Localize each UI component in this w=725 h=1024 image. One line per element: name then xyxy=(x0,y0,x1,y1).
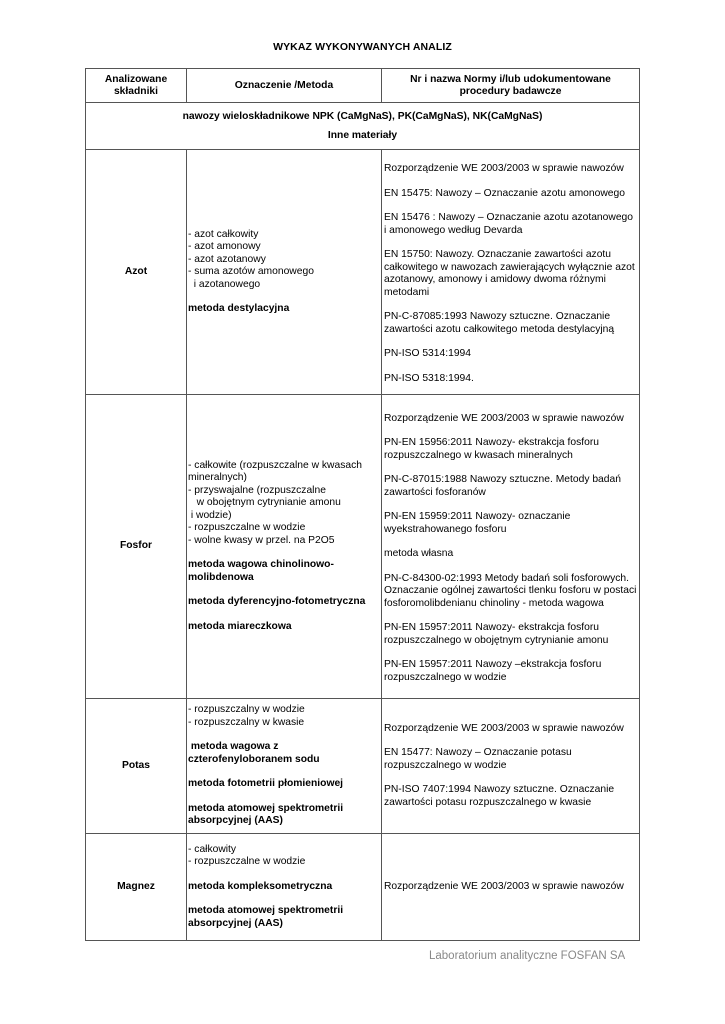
norm-entry: PN-EN 15959:2011 Nawozy- oznaczanie wyekstrahowanego fosforu xyxy=(384,511,571,535)
norm-entry: PN-C-87085:1993 Nawozy sztuczne. Oznaczanie zawartości azotu całkowitego metoda destylacyjną xyxy=(384,311,615,335)
method-cell xyxy=(187,699,382,834)
determination-item: - rozpuszczalne w wodzie xyxy=(188,856,306,868)
category-row xyxy=(86,103,640,150)
determination-item: - rozpuszczalny w kwasie xyxy=(188,716,305,728)
method-name: metoda atomowej spektrometrii absorpcyjnej (AAS) xyxy=(188,802,346,827)
norm-entry: PN-EN 15956:2011 Nawozy- ekstrakcja fosforu rozpuszczalnego w kwasach mineralnych xyxy=(384,437,599,461)
determination-item: - azot azotanowy xyxy=(188,253,266,265)
table-row xyxy=(86,150,640,395)
method-name: metoda fotometrii płomieniowej xyxy=(188,778,344,790)
norm-entry: Rozporządzenie WE 2003/2003 w sprawie nawozów xyxy=(384,880,624,892)
norm-entry: PN-EN 15957:2011 Nawozy –ekstrakcja fosforu rozpuszczalnego w wodzie xyxy=(384,659,602,683)
determination-item: - wolne kwasy w przel. na P2O5 xyxy=(188,534,335,546)
norm-entry: EN 15476 : Nawozy – Oznaczanie azotu azotanowego i amonowego według Devarda xyxy=(384,212,633,236)
determination-item: - przyswajalne (rozpuszczalne xyxy=(188,484,326,496)
document-title: WYKAZ WYKONYWANYCH ANALIZ xyxy=(273,41,452,53)
method-spacer xyxy=(188,584,379,596)
category-cell xyxy=(86,103,640,150)
method-spacer xyxy=(188,893,379,905)
column-header-method: Oznaczenie /Metoda xyxy=(187,69,382,103)
method-name: metoda wagowa z czterofenyloboranem sodu xyxy=(188,741,320,765)
method-name: metoda dyferencyjno-fotometryczna xyxy=(188,596,366,608)
category-line-1: nawozy wieloskładnikowe NPK (CaMgNaS), PK(CaMgNaS), NK(CaMgNaS) xyxy=(182,111,543,122)
method-name: metoda atomowej spektrometrii absorpcyjnej (AAS) xyxy=(188,905,346,929)
method-spacer xyxy=(188,766,379,778)
table-header-row xyxy=(86,69,640,103)
component-name: Azot xyxy=(86,150,187,395)
norm-entry: PN-C-84300-02:1993 Metody badań soli fosforowych. Oznaczanie ogólnej zawartości tlenku fosforu w postaci fosforomolibdenianu chinoliny - metoda wagowa xyxy=(384,572,637,609)
analysis-table xyxy=(85,68,640,941)
table-row xyxy=(86,395,640,699)
method-name: metoda miareczkowa xyxy=(188,620,292,632)
determination-item: i wodzie) xyxy=(188,509,232,521)
category-line-2: Inne materiały xyxy=(327,130,398,141)
norms-cell xyxy=(382,699,640,834)
norms-cell xyxy=(382,395,640,699)
method-name: metoda destylacyjna xyxy=(188,303,290,314)
determination-item: - suma azotów amonowego xyxy=(188,266,314,277)
component-name: Fosfor xyxy=(86,395,187,699)
norm-entry: Rozporządzenie WE 2003/2003 w sprawie nawozów xyxy=(384,163,624,174)
component-name: Magnez xyxy=(86,834,187,941)
determination-item: - azot amonowy xyxy=(188,241,261,252)
norm-entry: PN-EN 15957:2011 Nawozy- ekstrakcja fosforu rozpuszczalnego w obojętnym cytrynianie amonu xyxy=(384,622,609,646)
component-name: Potas xyxy=(86,699,187,834)
norm-entry: PN-ISO 5318:1994. xyxy=(384,372,474,384)
method-spacer xyxy=(188,547,379,559)
determination-item: - rozpuszczalny w wodzie xyxy=(188,704,305,716)
footer-lab-name: Laboratorium analityczne FOSFAN SA xyxy=(429,950,626,962)
norm-entry: Rozporządzenie WE 2003/2003 w sprawie nawozów xyxy=(384,722,624,734)
norm-entry: metoda własna xyxy=(384,548,454,560)
norms-cell xyxy=(382,150,640,395)
norm-entry: Rozporządzenie WE 2003/2003 w sprawie nawozów xyxy=(384,412,624,424)
norm-entry: PN-ISO 5314:1994 xyxy=(384,348,472,359)
table-row xyxy=(86,834,640,941)
norm-entry: EN 15475: Nawozy – Oznaczanie azotu amonowego xyxy=(384,187,625,199)
norm-entry: EN 15477: Nawozy – Oznaczanie potasu rozpuszczalnego w wodzie xyxy=(384,747,572,771)
norm-entry: PN-ISO 7407:1994 Nawozy sztuczne. Oznaczanie zawartości potasu rozpuszczalnego w kwasie xyxy=(384,784,615,808)
determination-item: - całkowite (rozpuszczalne w kwasach mineralnych) xyxy=(188,459,365,484)
method-spacer xyxy=(188,609,379,621)
norm-entry: PN-C-87015:1988 Nawozy sztuczne. Metody badań zawartości fosforanów xyxy=(384,474,621,498)
method-name: metoda kompleksometryczna xyxy=(188,880,333,892)
table-row xyxy=(86,699,640,834)
column-header-components: Analizowane składniki xyxy=(86,69,187,103)
method-cell xyxy=(187,834,382,941)
method-spacer xyxy=(188,791,379,803)
method-spacer xyxy=(188,291,379,303)
method-spacer xyxy=(188,869,379,881)
column-header-norms: Nr i nazwa Normy i/lub udokumentowane procedury badawcze xyxy=(382,69,640,103)
determination-item: w obojętnym cytrynianie amonu xyxy=(188,497,341,509)
method-spacer xyxy=(188,729,379,741)
determination-item: - całkowity xyxy=(188,843,237,855)
determination-item: - azot całkowity xyxy=(188,228,259,240)
method-name: metoda wagowa chinolinowo-molibdenowa xyxy=(188,559,334,583)
method-cell xyxy=(187,395,382,699)
method-cell xyxy=(187,150,382,395)
determination-item: i azotanowego xyxy=(188,278,261,290)
determination-item: - rozpuszczalne w wodzie xyxy=(188,522,306,534)
norms-cell xyxy=(382,834,640,941)
norm-entry: EN 15750: Nawozy. Oznaczanie zawartości azotu całkowitego w nawozach zawierających wyłącznie azot azotanowy, amonowy i amidowy dwoma różnymi metodami xyxy=(384,249,635,298)
